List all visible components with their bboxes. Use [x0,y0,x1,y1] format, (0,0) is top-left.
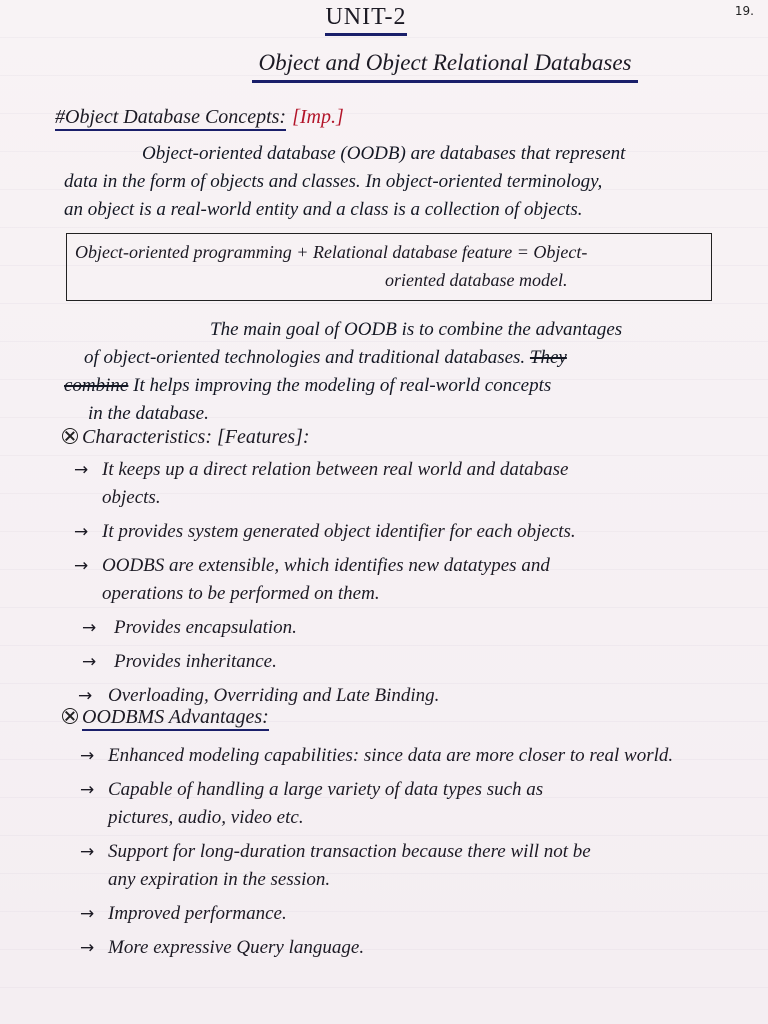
circled-x-bullet-icon [62,708,78,724]
goal-line-text: It helps improving the modeling of real-world concepts [133,375,552,396]
right-arrow-icon: → [80,904,95,924]
list-item [74,648,754,676]
list-item [74,614,754,642]
list-item-text: any expiration in the session. [108,869,331,890]
list-item-text: Support for long-duration transaction because there will not be [108,841,591,862]
right-arrow-icon: → [82,652,97,672]
section-heading-object-database-concepts [55,106,344,129]
list-item-text: Capable of handling a large variety of data types such as [108,779,544,800]
intro-line: an object is a real-world entity and a class is a collection of objects. [64,199,583,220]
characteristics-list [74,456,754,716]
goal-line: in the database. [88,403,209,424]
list-item-text: objects. [102,487,161,508]
section-heading-advantages [62,706,269,729]
circled-x-bullet-icon [62,428,78,444]
list-item [80,776,754,832]
goal-paragraph [64,316,754,428]
right-arrow-icon: → [80,780,95,800]
list-item-text: Overloading, Overriding and Late Binding. [108,685,440,706]
list-item [80,838,754,894]
intro-line: data in the form of objects and classes. In object-oriented terminology, [64,171,603,192]
list-item-text: Provides inheritance. [114,651,277,672]
list-item-text: Improved performance. [108,903,287,924]
goal-line: The main goal of OODB is to combine the advantages [210,319,623,340]
list-item-text: It provides system generated object identifier for each objects. [102,521,576,542]
right-arrow-icon: → [74,556,89,576]
list-item [80,900,754,928]
intro-paragraph [64,140,754,224]
struck-word: combine [64,375,129,396]
unit-title-text: UNIT-2 [325,4,406,36]
section-heading-text: OODBMS Advantages: [82,706,269,731]
page-number: 19. [734,4,754,18]
list-item-text: Enhanced modeling capabilities: since data are more closer to real world. [108,745,674,766]
right-arrow-icon: → [78,686,93,706]
goal-line [84,344,754,372]
list-item-text: OODBS are extensible, which identifies new datatypes and [102,555,550,576]
advantages-list [80,742,754,968]
list-item-text: More expressive Query language. [108,937,365,958]
list-item-text: pictures, audio, video etc. [108,807,304,828]
definition-line: Object-oriented programming + Relational database feature = Object- [75,242,588,262]
list-item-text: Provides encapsulation. [114,617,297,638]
definition-box [66,233,712,301]
list-item-text: It keeps up a direct relation between real world and database [102,459,569,480]
list-item-text: operations to be performed on them. [102,583,380,604]
goal-line-text: of object-oriented technologies and traditional databases. [84,347,526,368]
important-tag: [Imp.] [292,106,344,128]
struck-word: They [529,347,567,368]
intro-line: Object-oriented database (OODB) are databases that represent [142,143,626,164]
list-item [80,934,754,962]
page-title-text: Object and Object Relational Databases [252,50,637,83]
right-arrow-icon: → [74,522,89,542]
right-arrow-icon: → [82,618,97,638]
list-item [74,456,754,512]
goal-line [64,372,754,400]
section-heading-characteristics [62,426,310,449]
right-arrow-icon: → [74,460,89,480]
list-item [74,552,754,608]
right-arrow-icon: → [80,842,95,862]
section-heading-text: #Object Database Concepts: [55,106,286,131]
page-title [225,50,665,83]
section-heading-text: Characteristics: [Features]: [82,426,310,448]
unit-title [0,4,768,36]
list-item [80,742,754,770]
definition-line: oriented database model. [385,270,568,290]
right-arrow-icon: → [80,938,95,958]
list-item [74,518,754,546]
right-arrow-icon: → [80,746,95,766]
